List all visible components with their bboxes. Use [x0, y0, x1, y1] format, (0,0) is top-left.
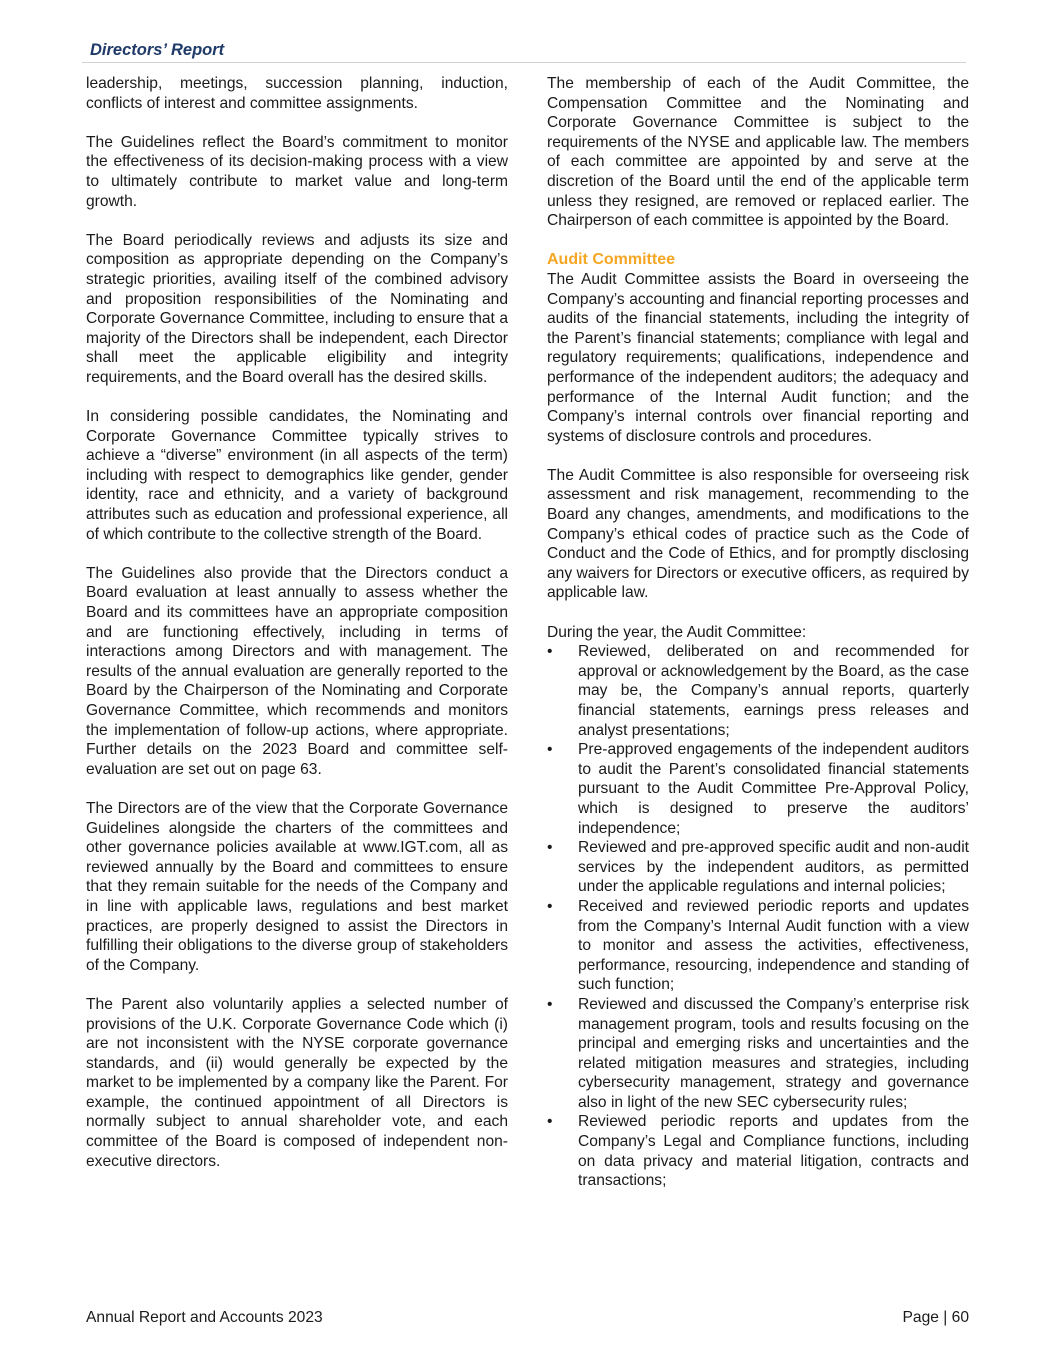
audit-committee-heading: Audit Committee — [547, 251, 675, 269]
paragraph: In considering possible candidates, the Nominating and Corporate Governance Committee typically strives to achieve a “diverse” environment (in all aspects of the term) including with respect to demographics like gender, gender identity, race and ethnicity, and a variety of background attributes such as education and professional experience, all of which contribute to the collective strength of the Board. — [86, 408, 508, 543]
list-item — [547, 897, 969, 995]
list-item — [547, 740, 969, 838]
bullet-icon: • — [547, 741, 553, 759]
section-title: Directors’ Report — [90, 41, 225, 59]
bullet-icon: • — [547, 1113, 553, 1131]
page-header — [90, 40, 965, 60]
list-item — [547, 838, 969, 897]
list-item-text: Reviewed periodic reports and updates from the Company’s Legal and Compliance functions, including on data privacy and material litigation, contracts and transactions; — [578, 1113, 969, 1190]
list-item — [547, 1112, 969, 1190]
paragraph: leadership, meetings, succession planning, induction, conflicts of interest and committee assignments. — [86, 75, 508, 112]
paragraph: The Audit Committee assists the Board in overseeing the Company’s accounting and financial reporting processes and audits of the financial statements, including the integrity of the Parent’s financial statements; compliance with legal and regulatory requirements; qualifications, independence and performance of the independent auditors; the adequacy and performance of the Internal Audit function; and the Company’s internal controls over financial reporting and systems of disclosure controls and procedures. — [547, 270, 969, 445]
membership-paragraph: The membership of each of the Audit Committee, the Compensation Committee and the Nominating and Corporate Governance Committee is subject to the requirements of the NYSE and applicable law. The members of each committee are appointed by and serve at the discretion of the Board until the end of the applicable term unless they resigned, are removed or replaced earlier. The Chairperson of each committee is appointed by the Board. — [547, 75, 969, 230]
during-year-intro: During the year, the Audit Committee: — [547, 623, 807, 641]
bullet-icon: • — [547, 839, 553, 857]
header-divider — [82, 62, 966, 63]
activities-list — [547, 642, 969, 1191]
list-item — [547, 642, 969, 740]
list-item-text: Reviewed and discussed the Company’s enterprise risk management program, tools and results focusing on the principal and emerging risks and uncertainties and the related mitigation measures and strategies, including cybersecurity management, strategy and governance also in light of the new SEC cybersecurity rules; — [578, 995, 969, 1111]
bullet-icon: • — [547, 995, 553, 1013]
list-item-text: Received and reviewed periodic reports and updates from the Company’s Internal Audit function with a view to monitor and assess the activities, effectiveness, performance, resourcing, independence and standing of such function; — [578, 897, 969, 994]
bullet-icon: • — [547, 897, 553, 915]
paragraph: The Guidelines also provide that the Directors conduct a Board evaluation at least annually to assess whether the Board and its committees have an appropriate composition and are functioning effectively, including in terms of interactions among Directors and with management. The results of the annual evaluation are generally reported to the Board by the Chairperson of the Nominating and Corporate Governance Committee, which recommends and monitors the implementation of follow-up actions, where appropriate. Further details on the 2023 Board and committee self-evaluation are set out on page 63. — [86, 564, 508, 778]
paragraph: The Parent also voluntarily applies a selected number of provisions of the U.K. Corporate Governance Code which (i) are not inconsistent with the NYSE corporate governance standards, and (ii) would generally be expected by the market to be implemented by a company like the Parent. For example, the continued appointment of all Directors is normally subject to annual shareholder vote, and each committee of the Board is composed of independent non-executive directors. — [86, 995, 508, 1170]
list-item-text: Reviewed and pre-approved specific audit and non-audit services by the independent auditors, as permitted under the applicable regulations and internal policies; — [578, 839, 969, 896]
list-item — [547, 995, 969, 1113]
paragraph: The Board periodically reviews and adjusts its size and composition as appropriate depending on the Company’s strategic priorities, availing itself of the combined advisory and proposition responsibilities of the Nominating and Corporate Governance Committee, including to ensure that a majority of the Directors shall be independent, each Director shall meet the applicable eligibility and integrity requirements, and the Board overall has the desired skills. — [86, 231, 508, 386]
paragraph: The Guidelines reflect the Board’s commitment to monitor the effectiveness of its decision-making process with a view to ultimately contribute to market value and long-term growth. — [86, 133, 508, 210]
footer-page-number: Page | 60 — [902, 1309, 969, 1326]
bullet-icon: • — [547, 643, 553, 661]
footer-report-title: Annual Report and Accounts 2023 — [86, 1309, 323, 1326]
right-column — [547, 74, 969, 1191]
paragraph: The Directors are of the view that the Corporate Governance Guidelines alongside the charters of the committees and other governance policies available at www.IGT.com, all as reviewed annually by the Board and committees to ensure that they remain suitable for the needs of the Company and in line with applicable laws, regulations and best market practices, are properly designed to assist the Directors in fulfilling their obligations to the diverse group of stakeholders of the Company. — [86, 799, 508, 974]
list-item-text: Pre-approved engagements of the independent auditors to audit the Parent’s consolidated financial statements pursuant to the Audit Committee Pre-Approval Policy, which is designed to preserve the auditors’ independence; — [578, 741, 969, 837]
left-column — [86, 74, 508, 1191]
list-item-text: Reviewed, deliberated on and recommended for approval or acknowledgement by the Board, as the case may be, the Company’s annual reports, quarterly financial statements, earnings press releases and analyst presentations; — [578, 643, 969, 739]
paragraph: The Audit Committee is also responsible for overseeing risk assessment and risk management, recommending to the Board any changes, amendments, and modifications to the Company’s ethical codes of practice such as the Code of Conduct and the Code of Ethics, and for promptly disclosing any waivers for Directors or executive officers, as required by applicable law. — [547, 466, 969, 602]
